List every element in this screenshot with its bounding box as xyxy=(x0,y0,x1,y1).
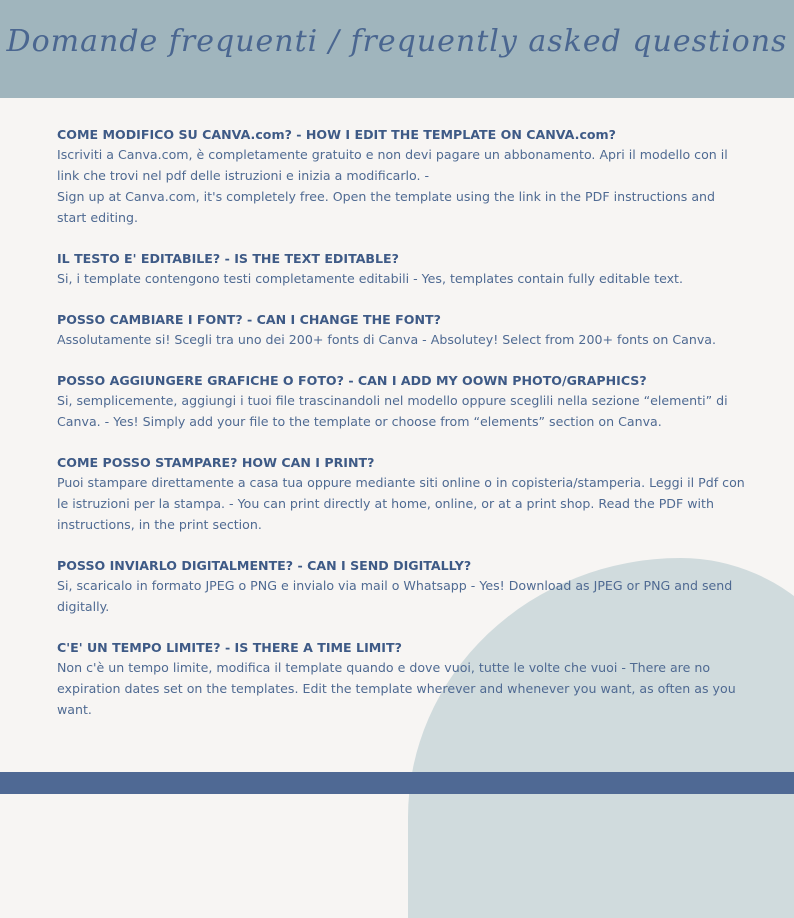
faq-answer: Sign up at Canva.com, it's completely free. Open the template using the link in the PDF instructions and start editing. xyxy=(57,189,716,225)
faq-item xyxy=(57,311,747,350)
faq-answer: Si, i template contengono testi completamente editabili - Yes, templates contain fully editable text. xyxy=(57,271,683,286)
faq-question: C'E' UN TEMPO LIMITE? - IS THERE A TIME LIMIT? xyxy=(57,640,402,655)
faq-list xyxy=(57,126,747,742)
faq-answer: Si, semplicemente, aggiungi i tuoi file trascinandoli nel modello oppure sceglili nella sezione “elementi” di Canva. - Yes! Simply add your file to the template or choose from “elements” section on Canva. xyxy=(57,393,728,429)
faq-answer: Si, scaricalo in formato JPEG o PNG e invialo via mail o Whatsapp - Yes! Download as JPEG or PNG and send digitally. xyxy=(57,578,733,614)
faq-answer: Non c'è un tempo limite, modifica il template quando e dove vuoi, tutte le volte che vuoi - There are no expiration dates set on the templates. Edit the template wherever and whenever you want, as often as you want. xyxy=(57,660,736,717)
faq-question: COME MODIFICO SU CANVA.com? - HOW I EDIT THE TEMPLATE ON CANVA.com? xyxy=(57,127,616,142)
faq-item xyxy=(57,126,747,228)
faq-question: IL TESTO E' EDITABILE? - IS THE TEXT EDITABLE? xyxy=(57,251,399,266)
faq-answer: Puoi stampare direttamente a casa tua oppure mediante siti online o in copisteria/stamperia. Leggi il Pdf con le istruzioni per la stampa. - You can print directly at home, online, or at a print shop. Read the PDF with instructions, in the print section. xyxy=(57,475,745,532)
faq-item xyxy=(57,639,747,720)
faq-item xyxy=(57,250,747,289)
faq-item xyxy=(57,454,747,535)
faq-item xyxy=(57,372,747,432)
faq-question: POSSO INVIARLO DIGITALMENTE? - CAN I SEND DIGITALLY? xyxy=(57,558,472,573)
footer-bar xyxy=(0,772,794,794)
faq-question: COME POSSO STAMPARE? HOW CAN I PRINT? xyxy=(57,455,375,470)
faq-item xyxy=(57,557,747,617)
faq-answer: Iscriviti a Canva.com, è completamente gratuito e non devi pagare un abbonamento. Apri il modello con il link che trovi nel pdf delle istruzioni e inizia a modificarlo. - xyxy=(57,147,728,183)
faq-question: POSSO AGGIUNGERE GRAFICHE O FOTO? - CAN I ADD MY OOWN PHOTO/GRAPHICS? xyxy=(57,373,647,388)
page-title: Domande frequenti / frequently asked questions xyxy=(6,24,788,59)
faq-question: POSSO CAMBIARE I FONT? - CAN I CHANGE THE FONT? xyxy=(57,312,441,327)
faq-answer: Assolutamente si! Scegli tra uno dei 200+ fonts di Canva - Absolutey! Select from 200+ fonts on Canva. xyxy=(57,332,717,347)
